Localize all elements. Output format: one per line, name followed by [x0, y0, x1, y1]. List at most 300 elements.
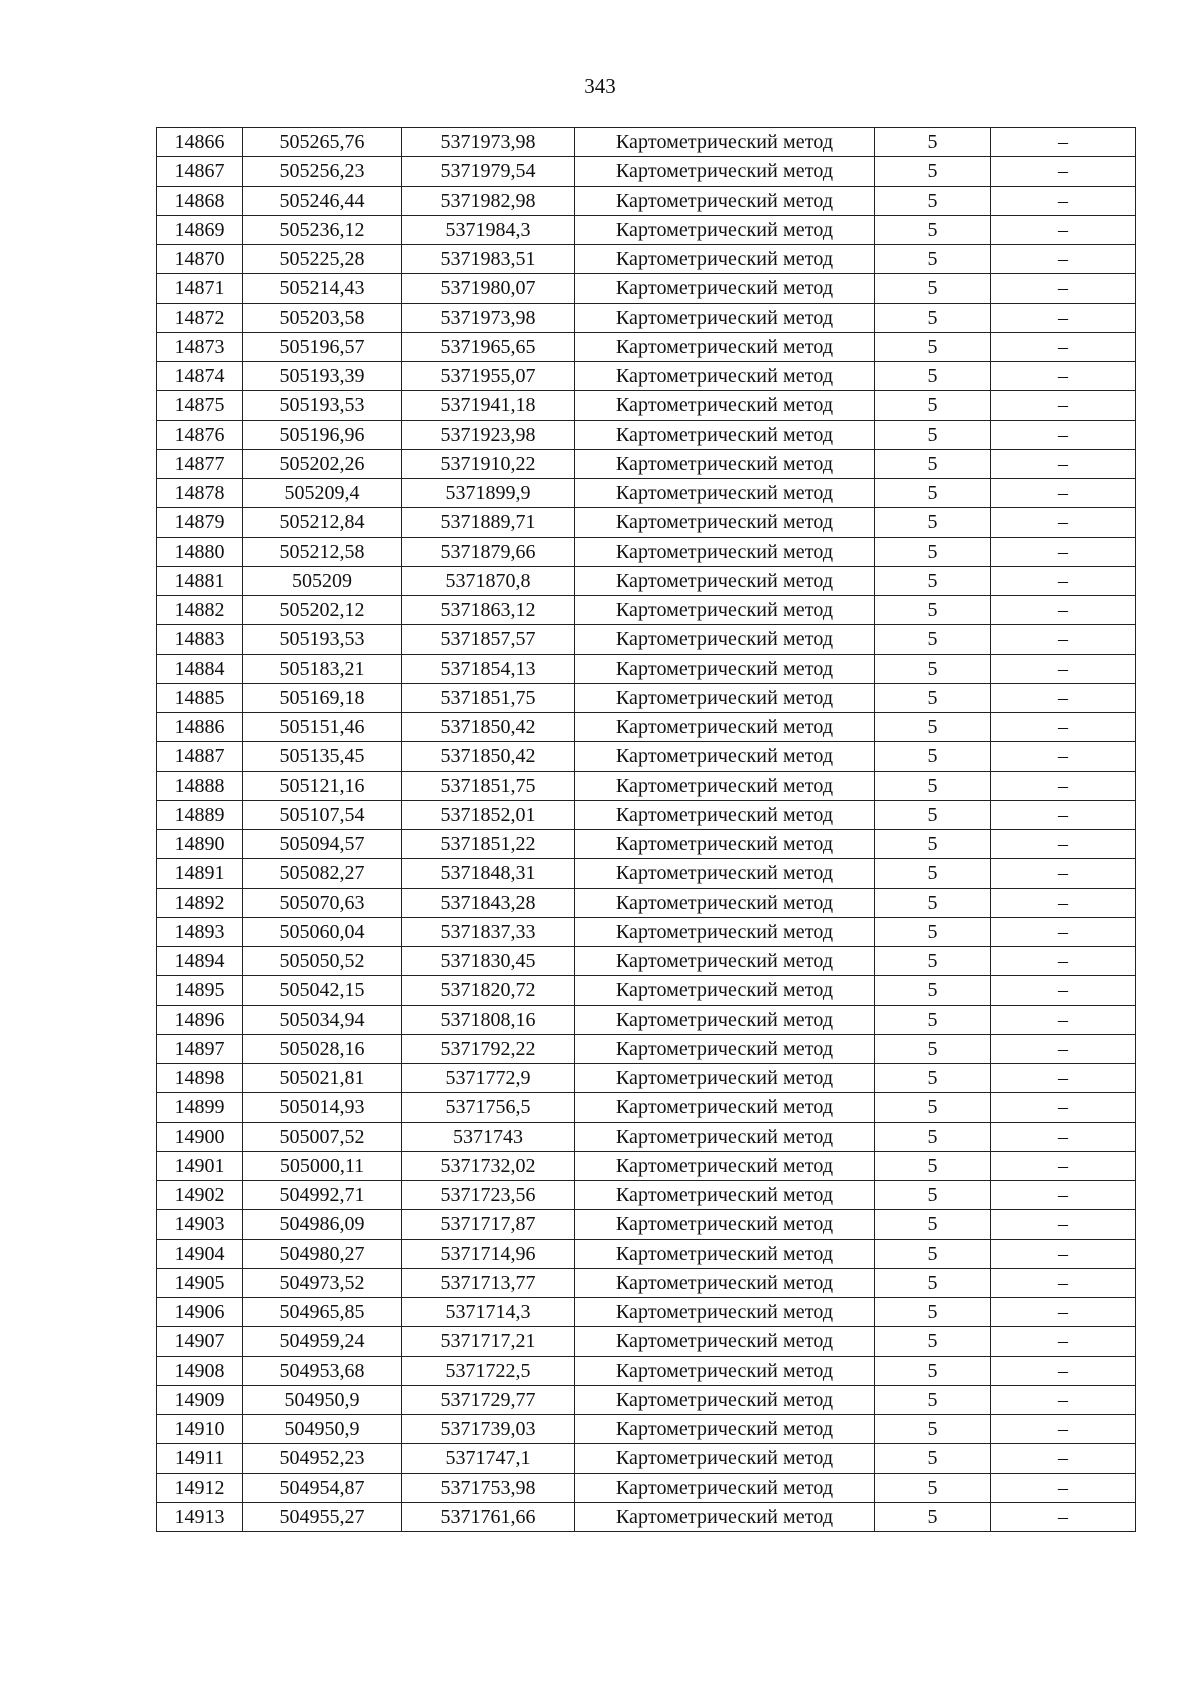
note-cell: –	[991, 362, 1136, 391]
note-cell: –	[991, 830, 1136, 859]
point-number-cell: 14911	[157, 1444, 243, 1473]
table-row	[157, 654, 1136, 683]
x-coordinate-cell: 504954,87	[243, 1473, 402, 1502]
y-coordinate-cell: 5371747,1	[402, 1444, 575, 1473]
method-cell: Картометрический метод	[575, 976, 875, 1005]
y-coordinate-cell: 5371879,66	[402, 537, 575, 566]
table-row	[157, 479, 1136, 508]
note-cell: –	[991, 1298, 1136, 1327]
y-coordinate-cell: 5371982,98	[402, 186, 575, 215]
note-cell: –	[991, 245, 1136, 274]
note-cell: –	[991, 186, 1136, 215]
table-row	[157, 1444, 1136, 1473]
method-cell: Картометрический метод	[575, 1034, 875, 1063]
table-row	[157, 215, 1136, 244]
coordinates-table	[156, 127, 1136, 1532]
point-number-cell: 14883	[157, 625, 243, 654]
point-number-cell: 14900	[157, 1122, 243, 1151]
point-number-cell: 14904	[157, 1239, 243, 1268]
method-cell: Картометрический метод	[575, 1327, 875, 1356]
table-body	[157, 128, 1136, 1532]
accuracy-cell: 5	[875, 1181, 991, 1210]
accuracy-cell: 5	[875, 1239, 991, 1268]
x-coordinate-cell: 505042,15	[243, 976, 402, 1005]
table-row	[157, 1415, 1136, 1444]
method-cell: Картометрический метод	[575, 479, 875, 508]
point-number-cell: 14896	[157, 1005, 243, 1034]
table-row	[157, 1473, 1136, 1502]
accuracy-cell: 5	[875, 859, 991, 888]
note-cell: –	[991, 420, 1136, 449]
note-cell: –	[991, 537, 1136, 566]
method-cell: Картометрический метод	[575, 566, 875, 595]
x-coordinate-cell: 505225,28	[243, 245, 402, 274]
table-row	[157, 566, 1136, 595]
y-coordinate-cell: 5371723,56	[402, 1181, 575, 1210]
method-cell: Картометрический метод	[575, 713, 875, 742]
note-cell: –	[991, 1327, 1136, 1356]
table-row	[157, 830, 1136, 859]
note-cell: –	[991, 1502, 1136, 1531]
point-number-cell: 14907	[157, 1327, 243, 1356]
note-cell: –	[991, 625, 1136, 654]
x-coordinate-cell: 504959,24	[243, 1327, 402, 1356]
y-coordinate-cell: 5371714,96	[402, 1239, 575, 1268]
x-coordinate-cell: 505209	[243, 566, 402, 595]
table-row	[157, 888, 1136, 917]
note-cell: –	[991, 215, 1136, 244]
point-number-cell: 14873	[157, 332, 243, 361]
point-number-cell: 14884	[157, 654, 243, 683]
y-coordinate-cell: 5371772,9	[402, 1064, 575, 1093]
table-row	[157, 1181, 1136, 1210]
note-cell: –	[991, 1210, 1136, 1239]
y-coordinate-cell: 5371851,75	[402, 683, 575, 712]
y-coordinate-cell: 5371979,54	[402, 157, 575, 186]
point-number-cell: 14903	[157, 1210, 243, 1239]
table-row	[157, 742, 1136, 771]
table-row	[157, 391, 1136, 420]
accuracy-cell: 5	[875, 128, 991, 157]
note-cell: –	[991, 1473, 1136, 1502]
y-coordinate-cell: 5371843,28	[402, 888, 575, 917]
x-coordinate-cell: 505236,12	[243, 215, 402, 244]
x-coordinate-cell: 505014,93	[243, 1093, 402, 1122]
accuracy-cell: 5	[875, 1415, 991, 1444]
accuracy-cell: 5	[875, 1444, 991, 1473]
point-number-cell: 14885	[157, 683, 243, 712]
method-cell: Картометрический метод	[575, 508, 875, 537]
table-row	[157, 1210, 1136, 1239]
note-cell: –	[991, 274, 1136, 303]
table-row	[157, 1268, 1136, 1297]
method-cell: Картометрический метод	[575, 800, 875, 829]
y-coordinate-cell: 5371854,13	[402, 654, 575, 683]
method-cell: Картометрический метод	[575, 1298, 875, 1327]
y-coordinate-cell: 5371830,45	[402, 947, 575, 976]
accuracy-cell: 5	[875, 157, 991, 186]
x-coordinate-cell: 505214,43	[243, 274, 402, 303]
point-number-cell: 14881	[157, 566, 243, 595]
table-row	[157, 1327, 1136, 1356]
x-coordinate-cell: 505021,81	[243, 1064, 402, 1093]
x-coordinate-cell: 504955,27	[243, 1502, 402, 1531]
note-cell: –	[991, 1034, 1136, 1063]
method-cell: Картометрический метод	[575, 771, 875, 800]
note-cell: –	[991, 1268, 1136, 1297]
x-coordinate-cell: 505202,12	[243, 596, 402, 625]
note-cell: –	[991, 1415, 1136, 1444]
x-coordinate-cell: 505000,11	[243, 1151, 402, 1180]
x-coordinate-cell: 505193,53	[243, 625, 402, 654]
y-coordinate-cell: 5371753,98	[402, 1473, 575, 1502]
table-row	[157, 1005, 1136, 1034]
x-coordinate-cell: 505193,53	[243, 391, 402, 420]
x-coordinate-cell: 504953,68	[243, 1356, 402, 1385]
accuracy-cell: 5	[875, 947, 991, 976]
y-coordinate-cell: 5371899,9	[402, 479, 575, 508]
method-cell: Картометрический метод	[575, 362, 875, 391]
method-cell: Картометрический метод	[575, 449, 875, 478]
method-cell: Картометрический метод	[575, 917, 875, 946]
method-cell: Картометрический метод	[575, 1356, 875, 1385]
point-number-cell: 14882	[157, 596, 243, 625]
method-cell: Картометрический метод	[575, 1444, 875, 1473]
table-row	[157, 1151, 1136, 1180]
accuracy-cell: 5	[875, 742, 991, 771]
note-cell: –	[991, 596, 1136, 625]
y-coordinate-cell: 5371851,22	[402, 830, 575, 859]
point-number-cell: 14868	[157, 186, 243, 215]
accuracy-cell: 5	[875, 391, 991, 420]
y-coordinate-cell: 5371808,16	[402, 1005, 575, 1034]
method-cell: Картометрический метод	[575, 1268, 875, 1297]
note-cell: –	[991, 1093, 1136, 1122]
table-row	[157, 1502, 1136, 1531]
table-row	[157, 537, 1136, 566]
point-number-cell: 14874	[157, 362, 243, 391]
note-cell: –	[991, 1385, 1136, 1414]
method-cell: Картометрический метод	[575, 1122, 875, 1151]
note-cell: –	[991, 771, 1136, 800]
method-cell: Картометрический метод	[575, 274, 875, 303]
x-coordinate-cell: 504986,09	[243, 1210, 402, 1239]
accuracy-cell: 5	[875, 1034, 991, 1063]
y-coordinate-cell: 5371756,5	[402, 1093, 575, 1122]
note-cell: –	[991, 332, 1136, 361]
y-coordinate-cell: 5371714,3	[402, 1298, 575, 1327]
table-row	[157, 1385, 1136, 1414]
x-coordinate-cell: 505169,18	[243, 683, 402, 712]
x-coordinate-cell: 505212,58	[243, 537, 402, 566]
point-number-cell: 14897	[157, 1034, 243, 1063]
accuracy-cell: 5	[875, 1093, 991, 1122]
x-coordinate-cell: 505246,44	[243, 186, 402, 215]
note-cell: –	[991, 303, 1136, 332]
y-coordinate-cell: 5371980,07	[402, 274, 575, 303]
method-cell: Картометрический метод	[575, 1005, 875, 1034]
x-coordinate-cell: 504952,23	[243, 1444, 402, 1473]
table-row	[157, 1064, 1136, 1093]
method-cell: Картометрический метод	[575, 888, 875, 917]
table-row	[157, 1356, 1136, 1385]
y-coordinate-cell: 5371848,31	[402, 859, 575, 888]
accuracy-cell: 5	[875, 332, 991, 361]
method-cell: Картометрический метод	[575, 1239, 875, 1268]
note-cell: –	[991, 1239, 1136, 1268]
point-number-cell: 14877	[157, 449, 243, 478]
table-row	[157, 771, 1136, 800]
method-cell: Картометрический метод	[575, 1502, 875, 1531]
x-coordinate-cell: 505193,39	[243, 362, 402, 391]
accuracy-cell: 5	[875, 566, 991, 595]
method-cell: Картометрический метод	[575, 245, 875, 274]
y-coordinate-cell: 5371717,21	[402, 1327, 575, 1356]
table-row	[157, 1122, 1136, 1151]
x-coordinate-cell: 504965,85	[243, 1298, 402, 1327]
point-number-cell: 14879	[157, 508, 243, 537]
accuracy-cell: 5	[875, 537, 991, 566]
y-coordinate-cell: 5371870,8	[402, 566, 575, 595]
y-coordinate-cell: 5371713,77	[402, 1268, 575, 1297]
y-coordinate-cell: 5371973,98	[402, 128, 575, 157]
table-row	[157, 596, 1136, 625]
note-cell: –	[991, 1005, 1136, 1034]
table-row	[157, 1239, 1136, 1268]
x-coordinate-cell: 505196,57	[243, 332, 402, 361]
table-row	[157, 800, 1136, 829]
method-cell: Картометрический метод	[575, 332, 875, 361]
x-coordinate-cell: 505202,26	[243, 449, 402, 478]
note-cell: –	[991, 128, 1136, 157]
y-coordinate-cell: 5371863,12	[402, 596, 575, 625]
method-cell: Картометрический метод	[575, 391, 875, 420]
method-cell: Картометрический метод	[575, 128, 875, 157]
method-cell: Картометрический метод	[575, 1093, 875, 1122]
point-number-cell: 14871	[157, 274, 243, 303]
note-cell: –	[991, 888, 1136, 917]
method-cell: Картометрический метод	[575, 537, 875, 566]
method-cell: Картометрический метод	[575, 596, 875, 625]
method-cell: Картометрический метод	[575, 1473, 875, 1502]
y-coordinate-cell: 5371983,51	[402, 245, 575, 274]
method-cell: Картометрический метод	[575, 215, 875, 244]
table-row	[157, 947, 1136, 976]
point-number-cell: 14878	[157, 479, 243, 508]
point-number-cell: 14895	[157, 976, 243, 1005]
method-cell: Картометрический метод	[575, 1210, 875, 1239]
point-number-cell: 14905	[157, 1268, 243, 1297]
table-row	[157, 128, 1136, 157]
method-cell: Картометрический метод	[575, 830, 875, 859]
note-cell: –	[991, 1356, 1136, 1385]
x-coordinate-cell: 505082,27	[243, 859, 402, 888]
accuracy-cell: 5	[875, 1298, 991, 1327]
accuracy-cell: 5	[875, 800, 991, 829]
point-number-cell: 14906	[157, 1298, 243, 1327]
y-coordinate-cell: 5371973,98	[402, 303, 575, 332]
table-row	[157, 362, 1136, 391]
note-cell: –	[991, 1444, 1136, 1473]
point-number-cell: 14913	[157, 1502, 243, 1531]
x-coordinate-cell: 504950,9	[243, 1385, 402, 1414]
accuracy-cell: 5	[875, 683, 991, 712]
note-cell: –	[991, 713, 1136, 742]
accuracy-cell: 5	[875, 303, 991, 332]
accuracy-cell: 5	[875, 1064, 991, 1093]
x-coordinate-cell: 505028,16	[243, 1034, 402, 1063]
table-row	[157, 332, 1136, 361]
point-number-cell: 14889	[157, 800, 243, 829]
table-row	[157, 157, 1136, 186]
y-coordinate-cell: 5371852,01	[402, 800, 575, 829]
note-cell: –	[991, 683, 1136, 712]
point-number-cell: 14886	[157, 713, 243, 742]
x-coordinate-cell: 505050,52	[243, 947, 402, 976]
accuracy-cell: 5	[875, 713, 991, 742]
note-cell: –	[991, 1151, 1136, 1180]
x-coordinate-cell: 504973,52	[243, 1268, 402, 1297]
accuracy-cell: 5	[875, 245, 991, 274]
y-coordinate-cell: 5371729,77	[402, 1385, 575, 1414]
note-cell: –	[991, 391, 1136, 420]
point-number-cell: 14894	[157, 947, 243, 976]
accuracy-cell: 5	[875, 1268, 991, 1297]
x-coordinate-cell: 505183,21	[243, 654, 402, 683]
accuracy-cell: 5	[875, 186, 991, 215]
note-cell: –	[991, 947, 1136, 976]
y-coordinate-cell: 5371965,65	[402, 332, 575, 361]
y-coordinate-cell: 5371732,02	[402, 1151, 575, 1180]
accuracy-cell: 5	[875, 917, 991, 946]
method-cell: Картометрический метод	[575, 1181, 875, 1210]
x-coordinate-cell: 504992,71	[243, 1181, 402, 1210]
accuracy-cell: 5	[875, 1502, 991, 1531]
table-row	[157, 683, 1136, 712]
note-cell: –	[991, 1181, 1136, 1210]
note-cell: –	[991, 157, 1136, 186]
accuracy-cell: 5	[875, 479, 991, 508]
point-number-cell: 14912	[157, 1473, 243, 1502]
accuracy-cell: 5	[875, 1151, 991, 1180]
point-number-cell: 14909	[157, 1385, 243, 1414]
x-coordinate-cell: 505107,54	[243, 800, 402, 829]
table-row	[157, 186, 1136, 215]
method-cell: Картометрический метод	[575, 947, 875, 976]
accuracy-cell: 5	[875, 625, 991, 654]
table-row	[157, 976, 1136, 1005]
point-number-cell: 14866	[157, 128, 243, 157]
x-coordinate-cell: 505265,76	[243, 128, 402, 157]
accuracy-cell: 5	[875, 449, 991, 478]
note-cell: –	[991, 742, 1136, 771]
method-cell: Картометрический метод	[575, 1151, 875, 1180]
accuracy-cell: 5	[875, 215, 991, 244]
y-coordinate-cell: 5371889,71	[402, 508, 575, 537]
note-cell: –	[991, 654, 1136, 683]
table-row	[157, 1093, 1136, 1122]
point-number-cell: 14899	[157, 1093, 243, 1122]
table-row	[157, 1298, 1136, 1327]
x-coordinate-cell: 505151,46	[243, 713, 402, 742]
point-number-cell: 14901	[157, 1151, 243, 1180]
x-coordinate-cell: 505203,58	[243, 303, 402, 332]
x-coordinate-cell: 505121,16	[243, 771, 402, 800]
method-cell: Картометрический метод	[575, 683, 875, 712]
y-coordinate-cell: 5371820,72	[402, 976, 575, 1005]
accuracy-cell: 5	[875, 362, 991, 391]
point-number-cell: 14898	[157, 1064, 243, 1093]
accuracy-cell: 5	[875, 1210, 991, 1239]
point-number-cell: 14880	[157, 537, 243, 566]
point-number-cell: 14875	[157, 391, 243, 420]
x-coordinate-cell: 505094,57	[243, 830, 402, 859]
accuracy-cell: 5	[875, 830, 991, 859]
accuracy-cell: 5	[875, 1005, 991, 1034]
point-number-cell: 14867	[157, 157, 243, 186]
method-cell: Картометрический метод	[575, 303, 875, 332]
accuracy-cell: 5	[875, 1385, 991, 1414]
x-coordinate-cell: 505135,45	[243, 742, 402, 771]
accuracy-cell: 5	[875, 1356, 991, 1385]
y-coordinate-cell: 5371837,33	[402, 917, 575, 946]
y-coordinate-cell: 5371739,03	[402, 1415, 575, 1444]
y-coordinate-cell: 5371851,75	[402, 771, 575, 800]
point-number-cell: 14892	[157, 888, 243, 917]
note-cell: –	[991, 479, 1136, 508]
point-number-cell: 14891	[157, 859, 243, 888]
method-cell: Картометрический метод	[575, 625, 875, 654]
accuracy-cell: 5	[875, 420, 991, 449]
table-row	[157, 420, 1136, 449]
point-number-cell: 14876	[157, 420, 243, 449]
note-cell: –	[991, 1064, 1136, 1093]
table-row	[157, 449, 1136, 478]
point-number-cell: 14890	[157, 830, 243, 859]
method-cell: Картометрический метод	[575, 186, 875, 215]
x-coordinate-cell: 505212,84	[243, 508, 402, 537]
method-cell: Картометрический метод	[575, 1385, 875, 1414]
accuracy-cell: 5	[875, 771, 991, 800]
x-coordinate-cell: 505060,04	[243, 917, 402, 946]
note-cell: –	[991, 976, 1136, 1005]
accuracy-cell: 5	[875, 976, 991, 1005]
y-coordinate-cell: 5371743	[402, 1122, 575, 1151]
table-row	[157, 508, 1136, 537]
y-coordinate-cell: 5371850,42	[402, 742, 575, 771]
y-coordinate-cell: 5371857,57	[402, 625, 575, 654]
point-number-cell: 14902	[157, 1181, 243, 1210]
y-coordinate-cell: 5371984,3	[402, 215, 575, 244]
method-cell: Картометрический метод	[575, 1064, 875, 1093]
table-row	[157, 245, 1136, 274]
table-row	[157, 274, 1136, 303]
method-cell: Картометрический метод	[575, 859, 875, 888]
point-number-cell: 14908	[157, 1356, 243, 1385]
note-cell: –	[991, 917, 1136, 946]
point-number-cell: 14870	[157, 245, 243, 274]
table-row	[157, 713, 1136, 742]
y-coordinate-cell: 5371761,66	[402, 1502, 575, 1531]
page-number: 343	[584, 74, 616, 98]
accuracy-cell: 5	[875, 654, 991, 683]
accuracy-cell: 5	[875, 1327, 991, 1356]
x-coordinate-cell: 505070,63	[243, 888, 402, 917]
table-row	[157, 1034, 1136, 1063]
y-coordinate-cell: 5371850,42	[402, 713, 575, 742]
y-coordinate-cell: 5371910,22	[402, 449, 575, 478]
x-coordinate-cell: 505007,52	[243, 1122, 402, 1151]
